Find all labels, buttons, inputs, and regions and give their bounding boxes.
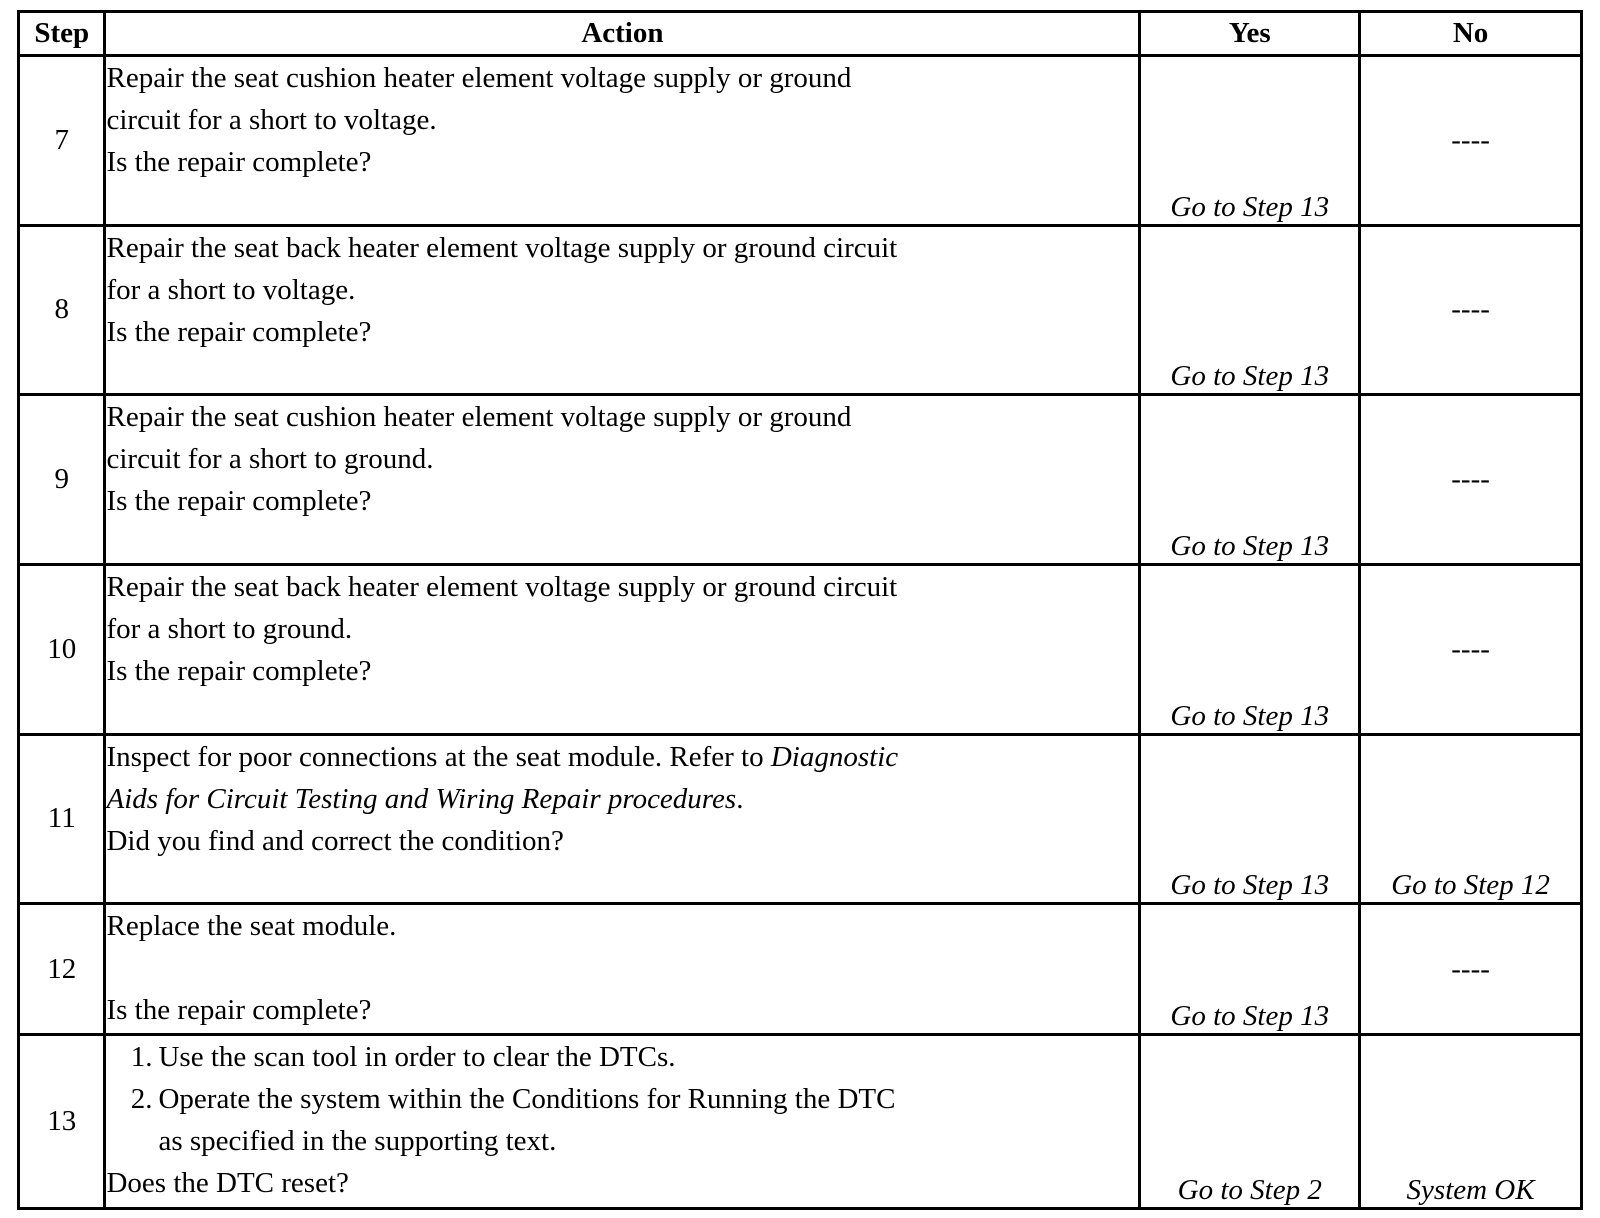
yes-result: Go to Step 2 <box>1140 1035 1360 1209</box>
action-question: Is the repair complete? <box>106 994 372 1027</box>
action-cell <box>105 734 1140 904</box>
action-text: Repair the seat back heater element voltage supply or ground circuit <box>106 570 898 603</box>
list-number: 2. <box>130 1083 153 1116</box>
yes-result: Go to Step 13 <box>1140 56 1360 226</box>
action-question: Is the repair complete? <box>106 315 372 348</box>
reference-link-text: Diagnostic <box>770 740 899 773</box>
action-question: Did you find and correct the condition? <box>106 824 564 857</box>
action-text-plain: Inspect for poor connections at the seat module. Refer to <box>106 740 771 773</box>
step-number: 9 <box>19 395 105 565</box>
action-text <box>106 736 1138 778</box>
action-cell <box>105 1035 1140 1209</box>
step-number: 8 <box>19 225 105 395</box>
no-result: Go to Step 12 <box>1360 734 1582 904</box>
action-text <box>106 778 1138 820</box>
action-text: for a short to voltage. <box>106 273 356 306</box>
list-text-continued: as specified in the supporting text. <box>158 1125 557 1158</box>
no-result: System OK <box>1360 1035 1582 1209</box>
action-text: Replace the seat module. <box>106 910 397 943</box>
step-number: 7 <box>19 56 105 226</box>
table-row <box>19 56 1582 226</box>
no-result: ---- <box>1360 225 1582 395</box>
action-question: Is the repair complete? <box>106 654 372 687</box>
list-text: Operate the system within the Conditions for Running the DTC <box>158 1083 896 1116</box>
no-result: ---- <box>1360 395 1582 565</box>
action-cell <box>105 564 1140 734</box>
step-number: 13 <box>19 1035 105 1209</box>
header-yes: Yes <box>1140 12 1360 56</box>
table-row <box>19 734 1582 904</box>
action-cell <box>105 904 1140 1035</box>
diagnostic-table <box>17 10 1583 1210</box>
action-text-period: . <box>736 782 744 815</box>
list-item <box>118 1036 1138 1078</box>
step-number: 11 <box>19 734 105 904</box>
list-text: Use the scan tool in order to clear the DTCs. <box>158 1041 676 1074</box>
yes-result: Go to Step 13 <box>1140 564 1360 734</box>
action-question: Does the DTC reset? <box>106 1167 349 1200</box>
yes-result: Go to Step 13 <box>1140 225 1360 395</box>
table-row <box>19 225 1582 395</box>
yes-result: Go to Step 13 <box>1140 734 1360 904</box>
header-action: Action <box>105 12 1140 56</box>
no-result: ---- <box>1360 564 1582 734</box>
step-number: 12 <box>19 904 105 1035</box>
header-no: No <box>1360 12 1582 56</box>
list-item <box>118 1078 1138 1162</box>
action-text: circuit for a short to ground. <box>106 443 434 476</box>
action-cell <box>105 225 1140 395</box>
action-question: Is the repair complete? <box>106 146 372 178</box>
action-text: Repair the seat cushion heater element voltage supply or ground <box>106 62 852 94</box>
procedure-list <box>118 1036 1138 1162</box>
action-text: Repair the seat cushion heater element voltage supply or ground <box>106 401 852 434</box>
no-result: ---- <box>1360 904 1582 1035</box>
table-row <box>19 904 1582 1035</box>
yes-result: Go to Step 13 <box>1140 395 1360 565</box>
action-text: for a short to ground. <box>106 612 353 645</box>
reference-link-text: Aids for Circuit Testing and Wiring Repair procedures <box>106 782 737 815</box>
no-result: ---- <box>1360 56 1582 226</box>
action-cell <box>105 56 1140 226</box>
action-text: Repair the seat back heater element voltage supply or ground circuit <box>106 231 898 264</box>
yes-result: Go to Step 13 <box>1140 904 1360 1035</box>
table-row <box>19 564 1582 734</box>
action-question: Is the repair complete? <box>106 485 372 518</box>
action-text: circuit for a short to voltage. <box>106 104 437 136</box>
table-header-row <box>19 12 1582 56</box>
list-number: 1. <box>130 1041 153 1074</box>
header-step: Step <box>19 12 105 56</box>
table-row <box>19 395 1582 565</box>
table-row <box>19 1035 1582 1209</box>
step-number: 10 <box>19 564 105 734</box>
action-cell <box>105 395 1140 565</box>
